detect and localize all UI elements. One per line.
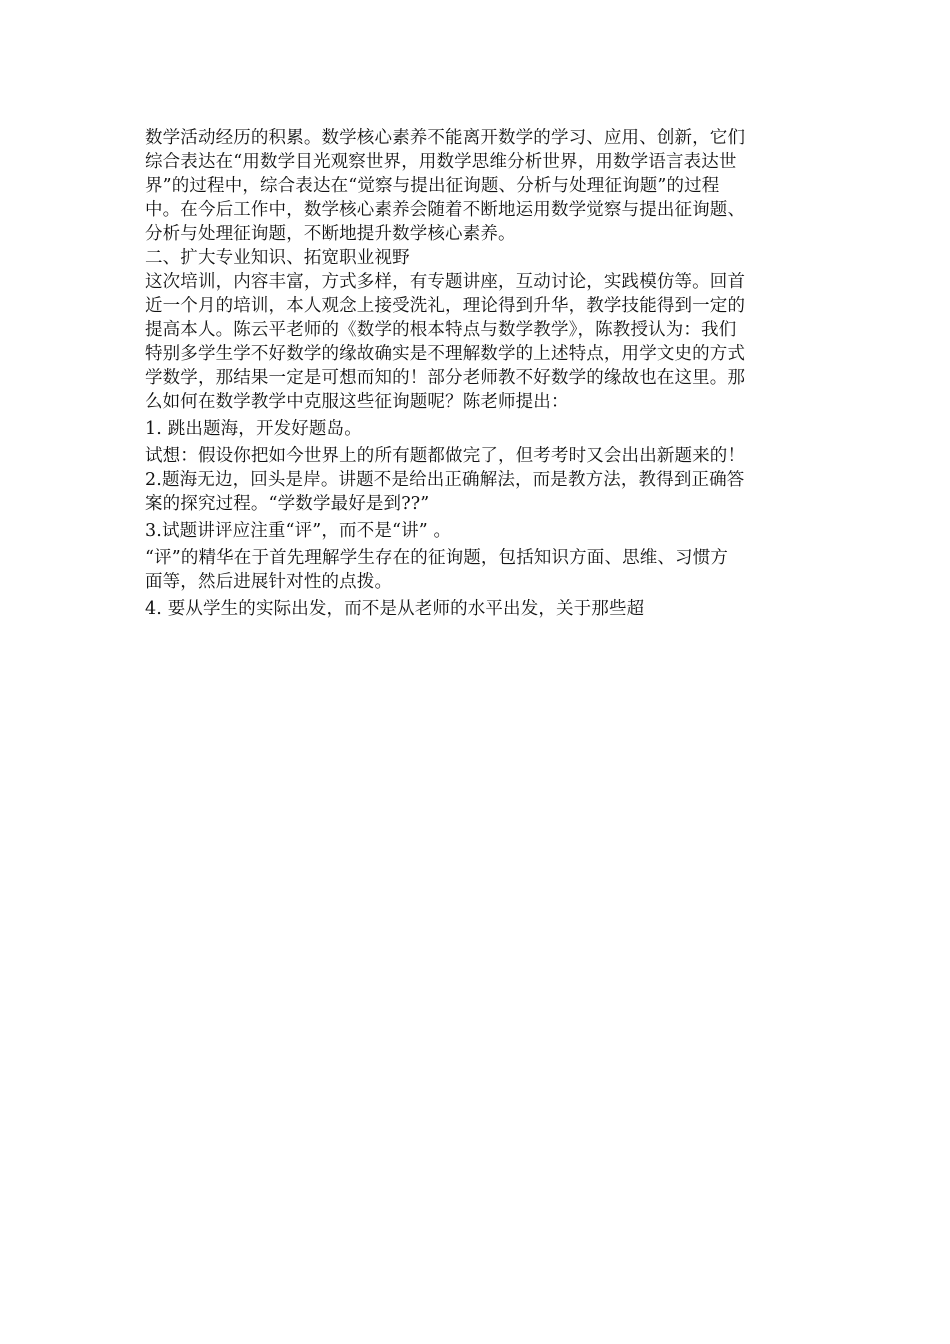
paragraph-line: 这次培训，内容丰富，方式多样，有专题讲座，互动讨论，实践模仿等。回首 xyxy=(145,272,746,292)
list-item-1: 1. 跳出题海，开发好题岛。 xyxy=(145,419,362,439)
paragraph-line: 么如何在数学教学中克服这些征询题呢？陈老师提出： xyxy=(145,392,569,412)
paragraph-line: 综合表达在“用数学目光观察世界，用数学思维分析世界，用数学语言表达世 xyxy=(145,152,737,172)
paragraph-line: 近一个月的培训，本人观念上接受洗礼，理论得到升华，教学技能得到一定的 xyxy=(145,296,746,316)
paragraph-line: 案的探究过程。“学数学最好是到??” xyxy=(145,494,430,514)
paragraph-line: 数学活动经历的积累。数学核心素养不能离开数学的学习、应用、创新，它们 xyxy=(145,128,746,148)
paragraph-line: 特别多学生学不好数学的缘故确实是不理解数学的上述特点，用学文史的方式 xyxy=(145,344,746,364)
paragraph-line: 界”的过程中，综合表达在“觉察与提出征询题、分析与处理征询题”的过程 xyxy=(145,176,720,196)
document-body xyxy=(145,126,805,621)
paragraph-line: 学数学，那结果一定是可想而知的！部分老师教不好数学的缘故也在这里。那 xyxy=(145,368,746,388)
paragraph-line: 中。在今后工作中，数学核心素养会随着不断地运用数学觉察与提出征询题、 xyxy=(145,200,746,220)
section-heading: 二、扩大专业知识、拓宽职业视野 xyxy=(145,248,410,268)
list-item-2: 2.题海无边，回头是岸。讲题不是给出正确解法，而是教方法，教得到正确答 xyxy=(145,470,745,490)
list-item-3: 3.试题讲评应注重“评”，而不是“讲” 。 xyxy=(145,521,452,541)
paragraph-line: 分析与处理征询题，不断地提升数学核心素养。 xyxy=(145,224,516,244)
list-item-4: 4. 要从学生的实际出发，而不是从老师的水平出发，关于那些超 xyxy=(145,599,645,619)
paragraph-line: 面等，然后进展针对性的点拨。 xyxy=(145,572,393,592)
paragraph-line: 试想：假设你把如今世界上的所有题都做完了，但考考时又会出出新题来的！ xyxy=(145,446,746,466)
paragraph-line: 提高本人。陈云平老师的《数学的根本特点与数学教学》，陈教授认为：我们 xyxy=(145,320,737,340)
paragraph-line: “评”的精华在于首先理解学生存在的征询题，包括知识方面、思维、习惯方 xyxy=(145,548,728,568)
